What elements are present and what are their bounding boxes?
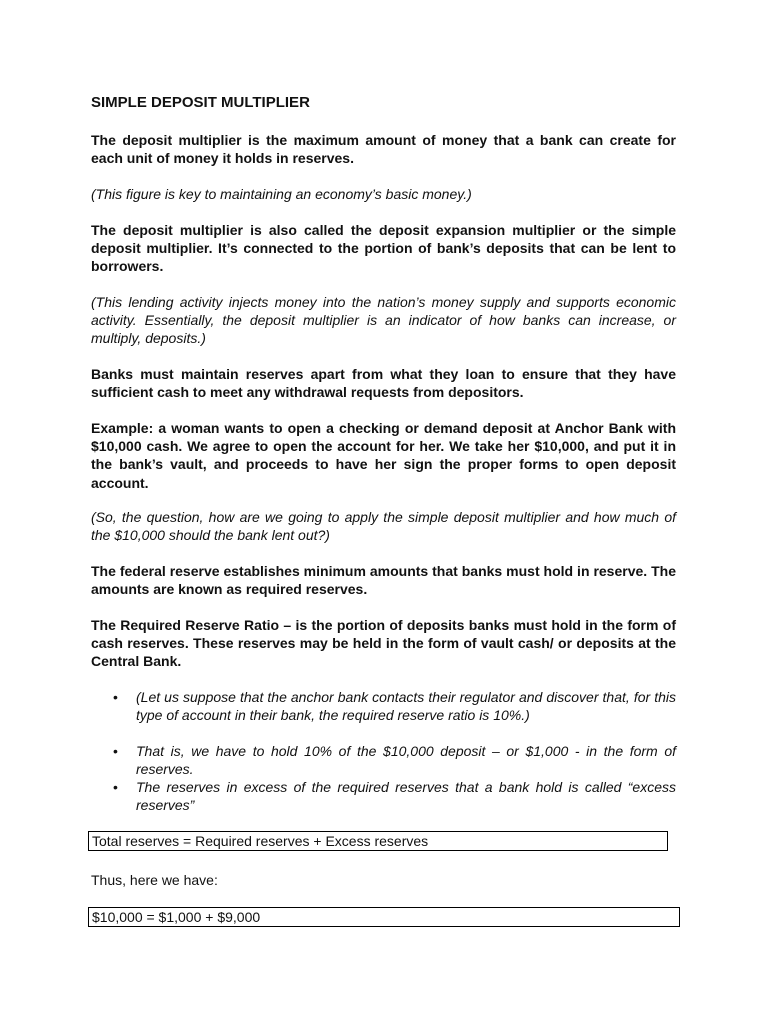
paragraph-reserves: Banks must maintain reserves apart from what they loan to ensure that they have sufficient cash to meet any withdrawal requests from depositors. (91, 366, 676, 401)
list-item (113, 688, 676, 724)
thus-text: Thus, here we have: (91, 872, 218, 888)
bullet-icon: • (113, 689, 118, 705)
bullet-icon: • (113, 779, 118, 795)
document-title: SIMPLE DEPOSIT MULTIPLIER (91, 94, 310, 111)
list-item-text: That is, we have to hold 10% of the $10,000 deposit – or $1,000 - in the form of reserves. (136, 743, 676, 778)
paragraph-required-reserve-ratio: The Required Reserve Ratio – is the portion of deposits banks must hold in the form of cash reserves. These reserves may be held in the form of vault cash/ or deposits at the Central Bank. (91, 617, 676, 670)
list-item-text: (Let us suppose that the anchor bank contacts their regulator and discover that, for this type of account in their bank, the required reserve ratio is 10%.) (136, 689, 676, 724)
paragraph-example: Example: a woman wants to open a checking or demand deposit at Anchor Bank with $10,000 cash. We agree to open the account for her. We take her $10,000, and put it in the bank’s vault, and proceeds to have her sign the proper forms to open deposit account. (91, 420, 676, 491)
example-box: $10,000 = $1,000 + $9,000 (88, 907, 680, 927)
list-item (113, 742, 676, 778)
paragraph-question: (So, the question, how are we going to apply the simple deposit multiplier and how much of the $10,000 should the bank lent out?) (91, 509, 676, 544)
paragraph-federal-reserve: The federal reserve establishes minimum amounts that banks must hold in reserve. The amounts are known as required reserves. (91, 563, 676, 598)
paragraph-note-lending: (This lending activity injects money into the nation’s money supply and supports economic activity. Essentially, the deposit multiplier is an indicator of how banks can increase, or multiply, deposits.) (91, 294, 676, 347)
paragraph-also-called: The deposit multiplier is also called the deposit expansion multiplier or the simple deposit multiplier. It’s connected to the portion of bank’s deposits that can be lent to borrowers. (91, 222, 676, 275)
paragraph-note-key: (This figure is key to maintaining an economy’s basic money.) (91, 186, 472, 202)
list-item-text: The reserves in excess of the required reserves that a bank hold is called “excess reserves” (136, 779, 676, 814)
list-item (113, 778, 676, 814)
formula-box: Total reserves = Required reserves + Excess reserves (88, 831, 668, 851)
paragraph-definition: The deposit multiplier is the maximum amount of money that a bank can create for each unit of money it holds in reserves. (91, 132, 676, 167)
bullet-icon: • (113, 743, 118, 759)
